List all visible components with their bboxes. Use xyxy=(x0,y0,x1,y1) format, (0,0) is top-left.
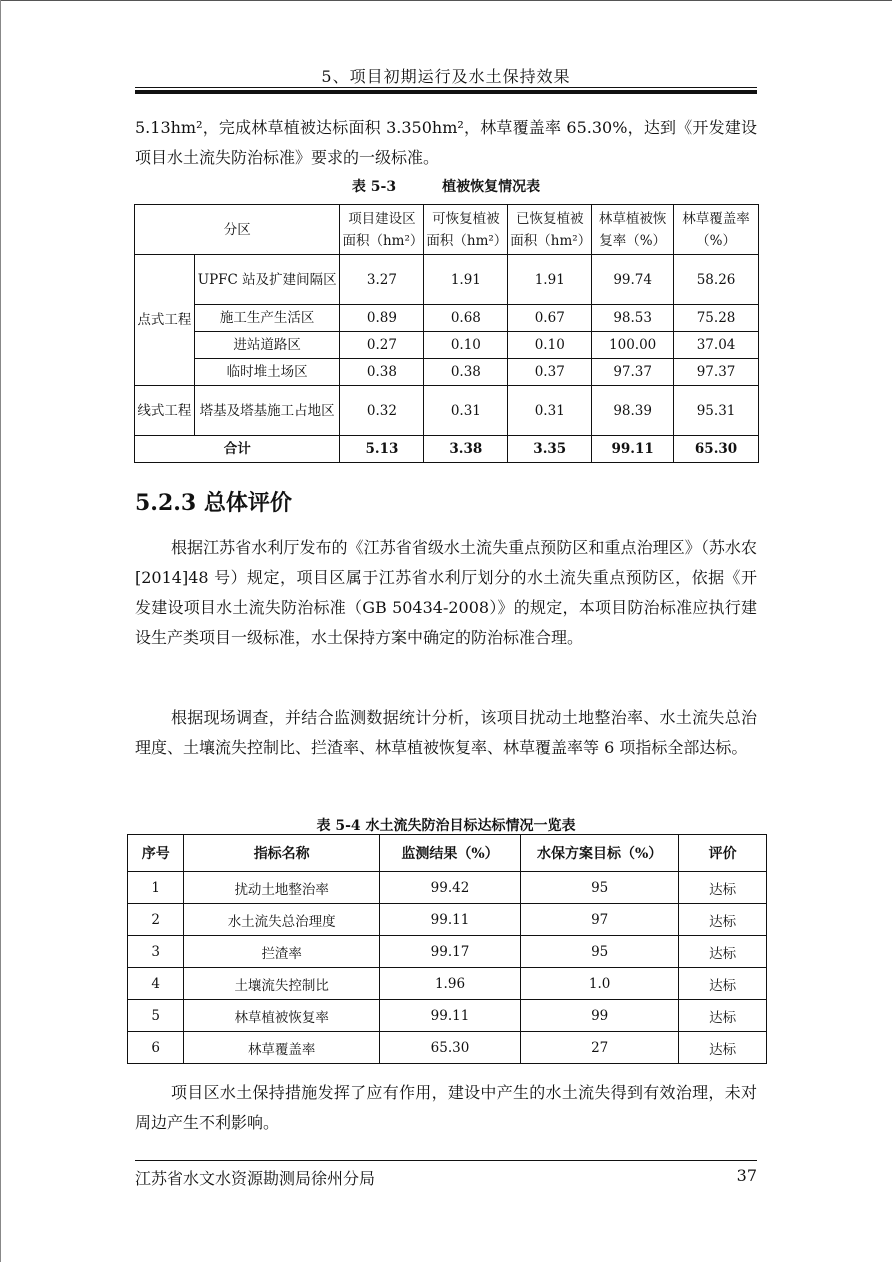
total-cell: 3.35 xyxy=(508,436,592,463)
table-cell: 0.38 xyxy=(340,359,424,386)
header-cell: 可恢复植被面积（hm²） xyxy=(424,205,508,255)
table-cell: 施工生产生活区 xyxy=(194,305,340,332)
page-frame-top xyxy=(0,0,892,1)
table-cell: UPFC 站及扩建间隔区 xyxy=(194,255,340,305)
header-cell: 林草植被恢复率（%） xyxy=(592,205,674,255)
table-cell: 林草覆盖率 xyxy=(184,1032,380,1064)
total-cell: 3.38 xyxy=(424,436,508,463)
header-rule-thick xyxy=(135,90,757,94)
table-row xyxy=(128,872,767,904)
table-cell: 临时堆土场区 xyxy=(194,359,340,386)
intro-paragraph: 5.13hm²，完成林草植被达标面积 3.350hm²，林草覆盖率 65.30%，达到《开发建设项目水土流失防治标准》要求的一级标准。 xyxy=(135,118,757,167)
table-cell: 3.27 xyxy=(340,255,424,305)
table-cell: 99.17 xyxy=(379,936,520,968)
table-cell: 99.42 xyxy=(379,872,520,904)
body-paragraph: 根据江苏省水利厅发布的《江苏省省级水土流失重点预防区和重点治理区》（苏水农[2014]48 号）规定，项目区属于江苏省水利厅划分的水土流失重点预防区，依据《开发建设项目水土流失防治标准（GB 50434-2008）》的规定，本项目防治标准应执行建设生产类项目一级标准，水土保持方案中确定的防治标准合理。 xyxy=(135,538,757,647)
table-cell: 0.10 xyxy=(424,332,508,359)
header-cell: 水保方案目标（%） xyxy=(521,835,679,872)
header-cell: 指标名称 xyxy=(184,835,380,872)
table-cell: 0.68 xyxy=(424,305,508,332)
header-cell: 项目建设区面积（hm²） xyxy=(340,205,424,255)
table-cell: 林草植被恢复率 xyxy=(184,1000,380,1032)
table-cell: 99.11 xyxy=(379,1000,520,1032)
total-cell: 65.30 xyxy=(674,436,759,463)
table-5-4-caption: 表 5-4 水土流失防治目标达标情况一览表 xyxy=(316,818,576,834)
table-cell: 58.26 xyxy=(674,255,759,305)
soil-control-targets-table xyxy=(127,834,767,1064)
table-cell: 4 xyxy=(128,968,184,1000)
table-cell: 0.31 xyxy=(424,386,508,436)
header-cell: 林草覆盖率（%） xyxy=(674,205,759,255)
table-cell: 达标 xyxy=(679,872,767,904)
table-cell: 1 xyxy=(128,872,184,904)
table-cell: 95 xyxy=(521,936,679,968)
table-row xyxy=(128,1000,767,1032)
table-row xyxy=(135,359,759,386)
table-cell: 27 xyxy=(521,1032,679,1064)
table-cell: 0.38 xyxy=(424,359,508,386)
table-cell: 进站道路区 xyxy=(194,332,340,359)
table-row xyxy=(128,1032,767,1064)
body-paragraph: 根据现场调查，并结合监测数据统计分析，该项目扰动土地整治率、水土流失总治理度、土壤流失控制比、拦渣率、林草植被恢复率、林草覆盖率等 6 项指标全部达标。 xyxy=(135,708,757,757)
table-row xyxy=(128,968,767,1000)
header-cell: 序号 xyxy=(128,835,184,872)
table-cell: 99.74 xyxy=(592,255,674,305)
table-row xyxy=(135,255,759,305)
table-cell: 达标 xyxy=(679,904,767,936)
table-5-3-number: 表 5-3 xyxy=(351,179,397,195)
page-frame-left xyxy=(0,0,1,1262)
table-cell: 37.04 xyxy=(674,332,759,359)
table-cell: 5 xyxy=(128,1000,184,1032)
header-cell: 已恢复植被面积（hm²） xyxy=(508,205,592,255)
section-heading: 5.2.3 总体评价 xyxy=(135,490,292,516)
table-header-row xyxy=(135,205,759,255)
table-cell: 水土流失总治理度 xyxy=(184,904,380,936)
table-cell: 1.91 xyxy=(508,255,592,305)
table-cell: 65.30 xyxy=(379,1032,520,1064)
table-cell: 100.00 xyxy=(592,332,674,359)
table-cell: 1.96 xyxy=(379,968,520,1000)
table-row xyxy=(135,332,759,359)
body-paragraph: 项目区水土保持措施发挥了应有作用，建设中产生的水土流失得到有效治理，未对周边产生不利影响。 xyxy=(135,1083,757,1132)
table-cell: 1.0 xyxy=(521,968,679,1000)
total-label: 合计 xyxy=(135,436,340,463)
table-cell: 0.37 xyxy=(508,359,592,386)
table-cell: 0.27 xyxy=(340,332,424,359)
table-5-3-caption xyxy=(135,176,757,196)
table-cell: 97.37 xyxy=(674,359,759,386)
table-cell: 99 xyxy=(521,1000,679,1032)
group-cell: 线式工程 xyxy=(135,386,195,436)
table-cell: 1.91 xyxy=(424,255,508,305)
table-cell: 达标 xyxy=(679,1032,767,1064)
vegetation-recovery-table xyxy=(134,204,759,463)
table-cell: 99.11 xyxy=(379,904,520,936)
table-total-row xyxy=(135,436,759,463)
total-cell: 5.13 xyxy=(340,436,424,463)
table-row xyxy=(128,936,767,968)
table-cell: 达标 xyxy=(679,936,767,968)
table-cell: 0.31 xyxy=(508,386,592,436)
running-header: 5、项目初期运行及水土保持效果 xyxy=(321,67,571,86)
header-rule xyxy=(135,87,757,88)
table-cell: 达标 xyxy=(679,1000,767,1032)
table-cell: 98.39 xyxy=(592,386,674,436)
table-cell: 3 xyxy=(128,936,184,968)
table-cell: 95.31 xyxy=(674,386,759,436)
header-cell: 监测结果（%） xyxy=(379,835,520,872)
table-cell: 97 xyxy=(521,904,679,936)
table-cell: 0.10 xyxy=(508,332,592,359)
table-header-row xyxy=(128,835,767,872)
footer-rule xyxy=(135,1160,757,1161)
table-cell: 0.89 xyxy=(340,305,424,332)
header-cell: 评价 xyxy=(679,835,767,872)
table-row xyxy=(128,904,767,936)
table-row xyxy=(135,305,759,332)
table-cell: 土壤流失控制比 xyxy=(184,968,380,1000)
table-cell: 2 xyxy=(128,904,184,936)
footer-organization: 江苏省水文水资源勘测局徐州分局 xyxy=(135,1169,376,1188)
table-cell: 95 xyxy=(521,872,679,904)
page-number: 37 xyxy=(736,1166,757,1185)
table-cell: 拦渣率 xyxy=(184,936,380,968)
table-cell: 98.53 xyxy=(592,305,674,332)
table-cell: 0.67 xyxy=(508,305,592,332)
table-cell: 达标 xyxy=(679,968,767,1000)
table-cell: 6 xyxy=(128,1032,184,1064)
total-cell: 99.11 xyxy=(592,436,674,463)
table-5-3-title: 植被恢复情况表 xyxy=(442,179,541,195)
table-cell: 塔基及塔基施工占地区 xyxy=(194,386,340,436)
group-cell: 点式工程 xyxy=(135,255,195,386)
header-cell: 分区 xyxy=(135,205,340,255)
table-cell: 扰动土地整治率 xyxy=(184,872,380,904)
table-row xyxy=(135,386,759,436)
table-cell: 75.28 xyxy=(674,305,759,332)
table-cell: 97.37 xyxy=(592,359,674,386)
table-cell: 0.32 xyxy=(340,386,424,436)
